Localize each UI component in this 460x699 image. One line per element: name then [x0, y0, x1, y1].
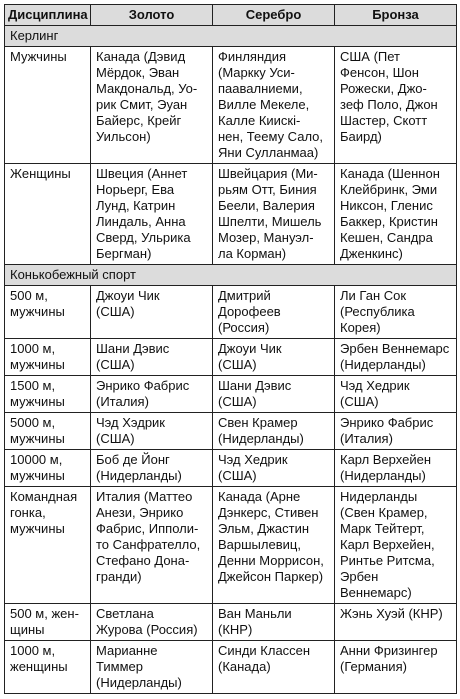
silver-cell: Ван Маньли (КНР) — [213, 604, 335, 641]
gold-cell: Марианне Тиммер (Нидерланды) — [91, 641, 213, 694]
header-silver: Серебро — [213, 5, 335, 26]
table-row — [5, 339, 457, 376]
silver-cell: Дмитрий Дорофеев (Россия) — [213, 286, 335, 339]
header-row — [5, 5, 457, 26]
section-title: Керлинг — [5, 26, 457, 47]
bronze-cell: Жэнь Хуэй (КНР) — [335, 604, 457, 641]
silver-cell: Синди Классен (Канада) — [213, 641, 335, 694]
section-row-speed-skating — [5, 265, 457, 286]
medals-table — [4, 4, 457, 694]
bronze-cell: Чэд Хедрик (США) — [335, 376, 457, 413]
table-row — [5, 286, 457, 339]
discipline-cell: 10000 м, мужчины — [5, 450, 91, 487]
header-discipline: Дисциплина — [5, 5, 91, 26]
gold-cell: Чэд Хэдрик (США) — [91, 413, 213, 450]
bronze-cell: Нидерланды (Свен Крамер, Марк Тейтерт, Карл Верхейен, Ринтье Ритсма, Эрбен Веннемарс) — [335, 487, 457, 604]
gold-cell: Канада (Дэвид Мёрдок, Эван Макдональд, Уо- рик Смит, Эуан Байерс, Крейг Уильсон) — [91, 47, 213, 164]
table-row — [5, 641, 457, 694]
silver-cell: Швейцария (Ми- рьям Отт, Биния Беели, Валерия Шпелти, Мишель Мозер, Мануэл- ла Корман) — [213, 164, 335, 265]
gold-cell: Шани Дэвис (США) — [91, 339, 213, 376]
discipline-cell: Мужчины — [5, 47, 91, 164]
bronze-cell: США (Пет Фенсон, Шон Рожески, Джо- зеф Поло, Джон Шастер, Скотт Баирд) — [335, 47, 457, 164]
gold-cell: Джоуи Чик (США) — [91, 286, 213, 339]
silver-cell: Шани Дэвис (США) — [213, 376, 335, 413]
table-row — [5, 376, 457, 413]
silver-cell: Канада (Арне Дэнкерс, Стивен Эльм, Джастин Варшылевиц, Денни Моррисон, Джейсон Паркер) — [213, 487, 335, 604]
discipline-cell: 1500 м, мужчины — [5, 376, 91, 413]
discipline-cell: 500 м, мужчины — [5, 286, 91, 339]
table-row — [5, 450, 457, 487]
silver-cell: Чэд Хедрик (США) — [213, 450, 335, 487]
bronze-cell: Канада (Шеннон Клейбринк, Эми Никсон, Гленис Баккер, Кристин Кешен, Сандра Дженкинс) — [335, 164, 457, 265]
discipline-cell: 500 м, жен- щины — [5, 604, 91, 641]
discipline-cell: 5000 м, мужчины — [5, 413, 91, 450]
silver-cell: Джоуи Чик (США) — [213, 339, 335, 376]
discipline-cell: 1000 м, мужчины — [5, 339, 91, 376]
silver-cell: Свен Крамер (Нидерланды) — [213, 413, 335, 450]
table-row — [5, 487, 457, 604]
discipline-cell: Командная гонка, мужчины — [5, 487, 91, 604]
table-row — [5, 413, 457, 450]
section-row-curling — [5, 26, 457, 47]
gold-cell: Светлана Журова (Россия) — [91, 604, 213, 641]
header-gold: Золото — [91, 5, 213, 26]
section-title: Конькобежный спорт — [5, 265, 457, 286]
discipline-cell: 1000 м, женщины — [5, 641, 91, 694]
table-row — [5, 47, 457, 164]
bronze-cell: Эрбен Веннемарс (Нидерланды) — [335, 339, 457, 376]
bronze-cell: Анни Фризингер (Германия) — [335, 641, 457, 694]
gold-cell: Энрико Фабрис (Италия) — [91, 376, 213, 413]
table-row — [5, 164, 457, 265]
bronze-cell: Карл Верхейен (Нидерланды) — [335, 450, 457, 487]
discipline-cell: Женщины — [5, 164, 91, 265]
header-bronze: Бронза — [335, 5, 457, 26]
bronze-cell: Ли Ган Сок (Республика Корея) — [335, 286, 457, 339]
table-row — [5, 604, 457, 641]
gold-cell: Боб де Йонг (Нидерланды) — [91, 450, 213, 487]
gold-cell: Швеция (Аннет Норьерг, Ева Лунд, Катрин Линдаль, Анна Сверд, Ульрика Бергман) — [91, 164, 213, 265]
gold-cell: Италия (Маттео Анези, Энрико Фабрис, Ипполи- то Санфрателло, Стефано Дона- гранди) — [91, 487, 213, 604]
bronze-cell: Энрико Фабрис (Италия) — [335, 413, 457, 450]
silver-cell: Финляндия (Маркку Уси- паавалниеми, Вилле Мекеле, Калле Киискі- нен, Теему Сало, Яни Сулланмаа) — [213, 47, 335, 164]
